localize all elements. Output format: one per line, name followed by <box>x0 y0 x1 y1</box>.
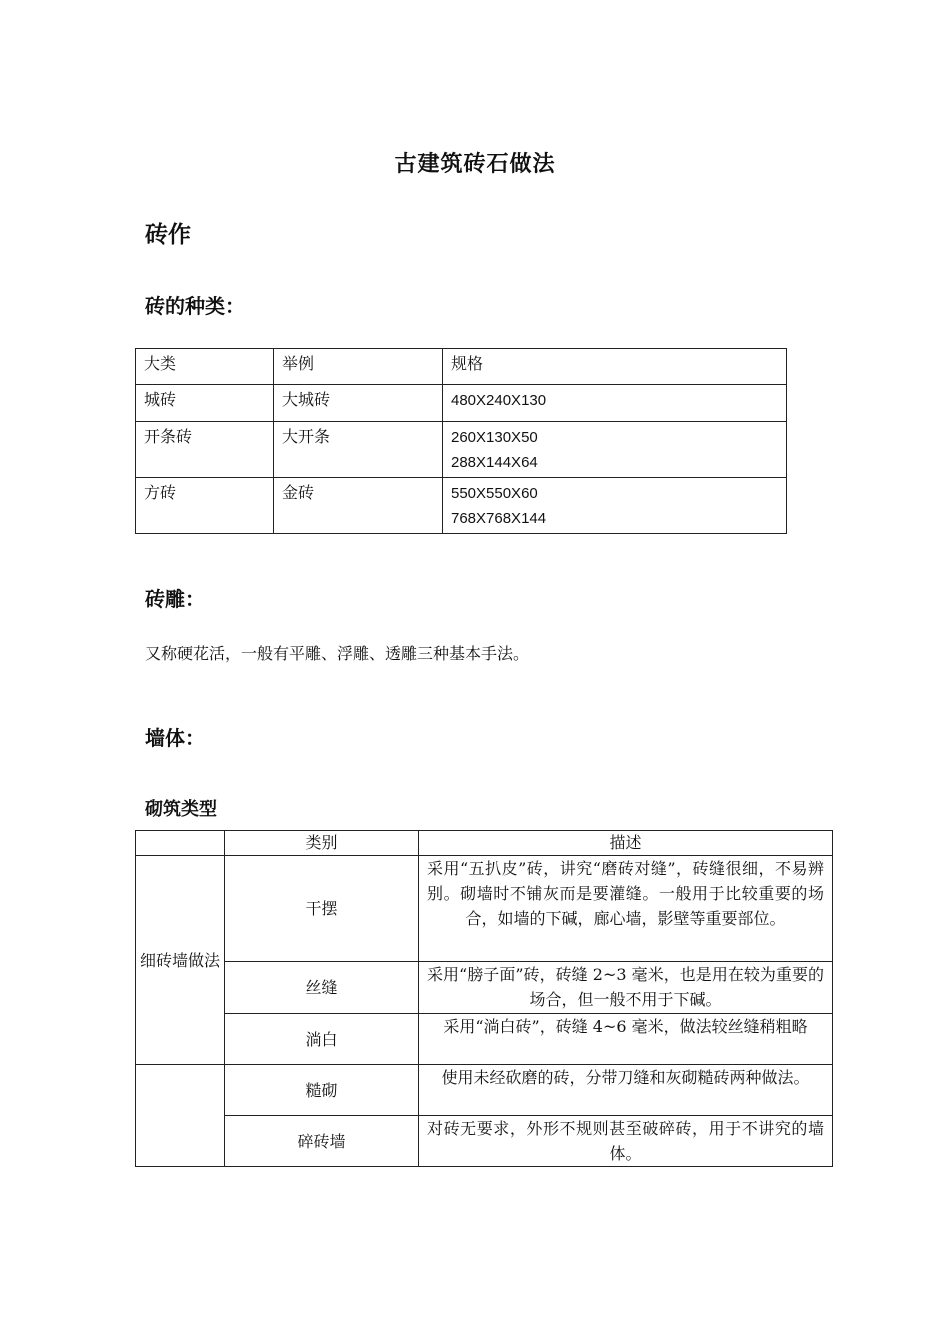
table-row <box>136 1014 833 1065</box>
desc-cell: 采用“淌白砖”，砖缝 4~6 毫米，做法较丝缝稍粗略 <box>419 1014 833 1065</box>
wall-heading: 墙体： <box>145 726 205 750</box>
table-cell: 大开条 <box>274 422 443 478</box>
brick-types-heading: 砖的种类： <box>145 294 245 318</box>
table-cell: 大城砖 <box>274 385 443 422</box>
column-header: 大类 <box>136 349 274 385</box>
masonry-types-table <box>135 830 833 1167</box>
table-cell: 开条砖 <box>136 422 274 478</box>
spec-value: 480X240X130 <box>451 392 547 409</box>
table-row <box>136 422 787 478</box>
group-cell-rough <box>136 1065 225 1167</box>
spec-value: 260X130X50 <box>451 429 538 446</box>
table-row <box>136 1065 833 1116</box>
type-cell: 淌白 <box>225 1014 419 1065</box>
carving-heading: 砖雕： <box>145 587 205 611</box>
desc-cell: 对砖无要求，外形不规则甚至破碎砖，用于不讲究的墙体。 <box>419 1116 833 1167</box>
masonry-types-subheading: 砌筑类型 <box>145 799 217 820</box>
column-header: 描述 <box>419 831 833 856</box>
table-row <box>136 385 787 422</box>
carving-text: 又称硬花活，一般有平雕、浮雕、透雕三种基本手法。 <box>145 644 530 663</box>
type-cell: 干摆 <box>225 856 419 962</box>
table-header-row <box>136 831 833 856</box>
desc-cell: 采用“膀子面”砖，砖缝 2~3 毫米，也是用在较为重要的场合，但一般不用于下碱。 <box>419 962 833 1014</box>
table-cell <box>443 478 787 534</box>
table-cell: 金砖 <box>274 478 443 534</box>
section-heading-brick: 砖作 <box>145 222 191 248</box>
column-header: 举例 <box>274 349 443 385</box>
table-row <box>136 856 833 962</box>
table-cell <box>443 385 787 422</box>
table-cell: 方砖 <box>136 478 274 534</box>
type-cell: 丝缝 <box>225 962 419 1014</box>
type-cell: 糙砌 <box>225 1065 419 1116</box>
type-cell: 碎砖墙 <box>225 1116 419 1167</box>
desc-cell: 采用“五扒皮”砖，讲究“磨砖对缝”，砖缝很细，不易辨别。砌墙时不铺灰而是要灌缝。一般用于比较重要的场合，如墙的下碱，廊心墙，影壁等重要部位。 <box>419 856 833 962</box>
table-cell: 城砖 <box>136 385 274 422</box>
column-header: 规格 <box>443 349 787 385</box>
group-cell-fine-brick: 细砖墙做法 <box>136 856 225 1065</box>
table-row <box>136 1116 833 1167</box>
column-header: 类别 <box>225 831 419 856</box>
table-row <box>136 962 833 1014</box>
table-header-row <box>136 349 787 385</box>
table-cell <box>443 422 787 478</box>
table-row <box>136 478 787 534</box>
desc-cell: 使用未经砍磨的砖，分带刀缝和灰砌糙砖两种做法。 <box>419 1065 833 1116</box>
brick-types-table <box>135 348 787 534</box>
page-title: 古建筑砖石做法 <box>394 152 556 177</box>
spec-value: 768X768X144 <box>451 510 547 527</box>
spec-value: 550X550X60 <box>451 485 538 502</box>
column-header <box>136 831 225 856</box>
spec-value: 288X144X64 <box>451 454 538 471</box>
